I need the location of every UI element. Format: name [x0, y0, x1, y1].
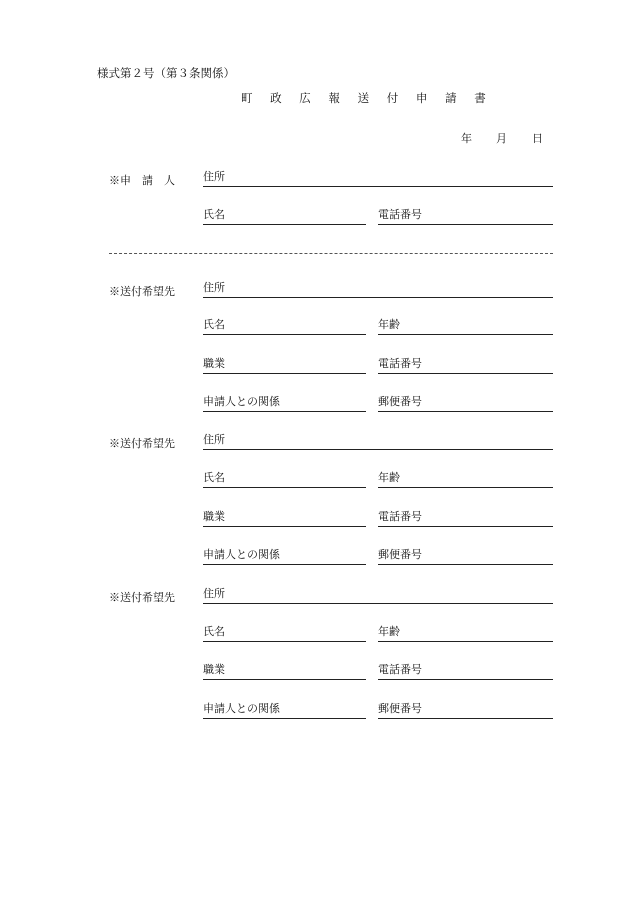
- recipient-2-phone-field[interactable]: [378, 510, 553, 527]
- recipient-1-occupation-label: 職業: [203, 357, 225, 370]
- recipient-2-postal-label: 郵便番号: [378, 548, 422, 561]
- recipient-1-address-label: 住所: [203, 281, 225, 294]
- recipient-3-relation-field[interactable]: [203, 702, 366, 719]
- recipient-1-role-label: ※送付希望先: [109, 285, 175, 298]
- recipient-1-name-label: 氏名: [203, 318, 225, 331]
- applicant-phone-field[interactable]: [378, 208, 553, 225]
- recipient-3-postal-label: 郵便番号: [378, 702, 422, 715]
- recipient-2-postal-field[interactable]: [378, 548, 553, 565]
- recipient-3-address-field[interactable]: [203, 587, 553, 604]
- recipient-3-relation-label: 申請人との関係: [203, 702, 280, 715]
- applicant-name-field[interactable]: [203, 208, 366, 225]
- date-year-label: 年: [461, 132, 472, 145]
- recipient-3-occupation-label: 職業: [203, 663, 225, 676]
- recipient-3-occupation-field[interactable]: [203, 663, 366, 680]
- applicant-phone-label: 電話番号: [378, 208, 422, 221]
- recipient-3-postal-field[interactable]: [378, 702, 553, 719]
- recipient-1-name-field[interactable]: [203, 318, 366, 335]
- recipient-2-relation-field[interactable]: [203, 548, 366, 565]
- recipient-2-address-label: 住所: [203, 433, 225, 446]
- recipient-2-name-field[interactable]: [203, 471, 366, 488]
- recipient-2-relation-label: 申請人との関係: [203, 548, 280, 561]
- page-title: 町 政 広 報 送 付 申 請 書: [241, 91, 493, 105]
- recipient-1-address-field[interactable]: [203, 281, 553, 298]
- applicant-address-label: 住所: [203, 170, 225, 183]
- recipient-2-phone-label: 電話番号: [378, 510, 422, 523]
- recipient-1-occupation-field[interactable]: [203, 357, 366, 374]
- recipient-2-role-label: ※送付希望先: [109, 437, 175, 450]
- recipient-2-age-field[interactable]: [378, 471, 553, 488]
- recipient-3-address-label: 住所: [203, 587, 225, 600]
- applicant-role-label: ※申 請 人: [109, 174, 175, 187]
- applicant-address-field[interactable]: [203, 170, 553, 187]
- applicant-name-label: 氏名: [203, 208, 225, 221]
- recipient-2-name-label: 氏名: [203, 471, 225, 484]
- recipient-3-phone-label: 電話番号: [378, 663, 422, 676]
- recipient-1-phone-field[interactable]: [378, 357, 553, 374]
- recipient-3-phone-field[interactable]: [378, 663, 553, 680]
- recipient-3-name-field[interactable]: [203, 625, 366, 642]
- recipient-2-address-field[interactable]: [203, 433, 553, 450]
- section-divider: [109, 253, 553, 254]
- recipient-1-phone-label: 電話番号: [378, 357, 422, 370]
- form-number: 様式第２号（第３条関係）: [97, 66, 235, 80]
- recipient-2-occupation-label: 職業: [203, 510, 225, 523]
- recipient-1-age-field[interactable]: [378, 318, 553, 335]
- recipient-3-name-label: 氏名: [203, 625, 225, 638]
- recipient-1-postal-label: 郵便番号: [378, 395, 422, 408]
- date-month-label: 月: [496, 132, 507, 145]
- recipient-1-relation-label: 申請人との関係: [203, 395, 280, 408]
- recipient-1-age-label: 年齢: [378, 318, 400, 331]
- date-day-label: 日: [532, 132, 543, 145]
- recipient-1-relation-field[interactable]: [203, 395, 366, 412]
- recipient-3-age-field[interactable]: [378, 625, 553, 642]
- recipient-3-age-label: 年齢: [378, 625, 400, 638]
- recipient-2-age-label: 年齢: [378, 471, 400, 484]
- recipient-1-postal-field[interactable]: [378, 395, 553, 412]
- recipient-3-role-label: ※送付希望先: [109, 591, 175, 604]
- recipient-2-occupation-field[interactable]: [203, 510, 366, 527]
